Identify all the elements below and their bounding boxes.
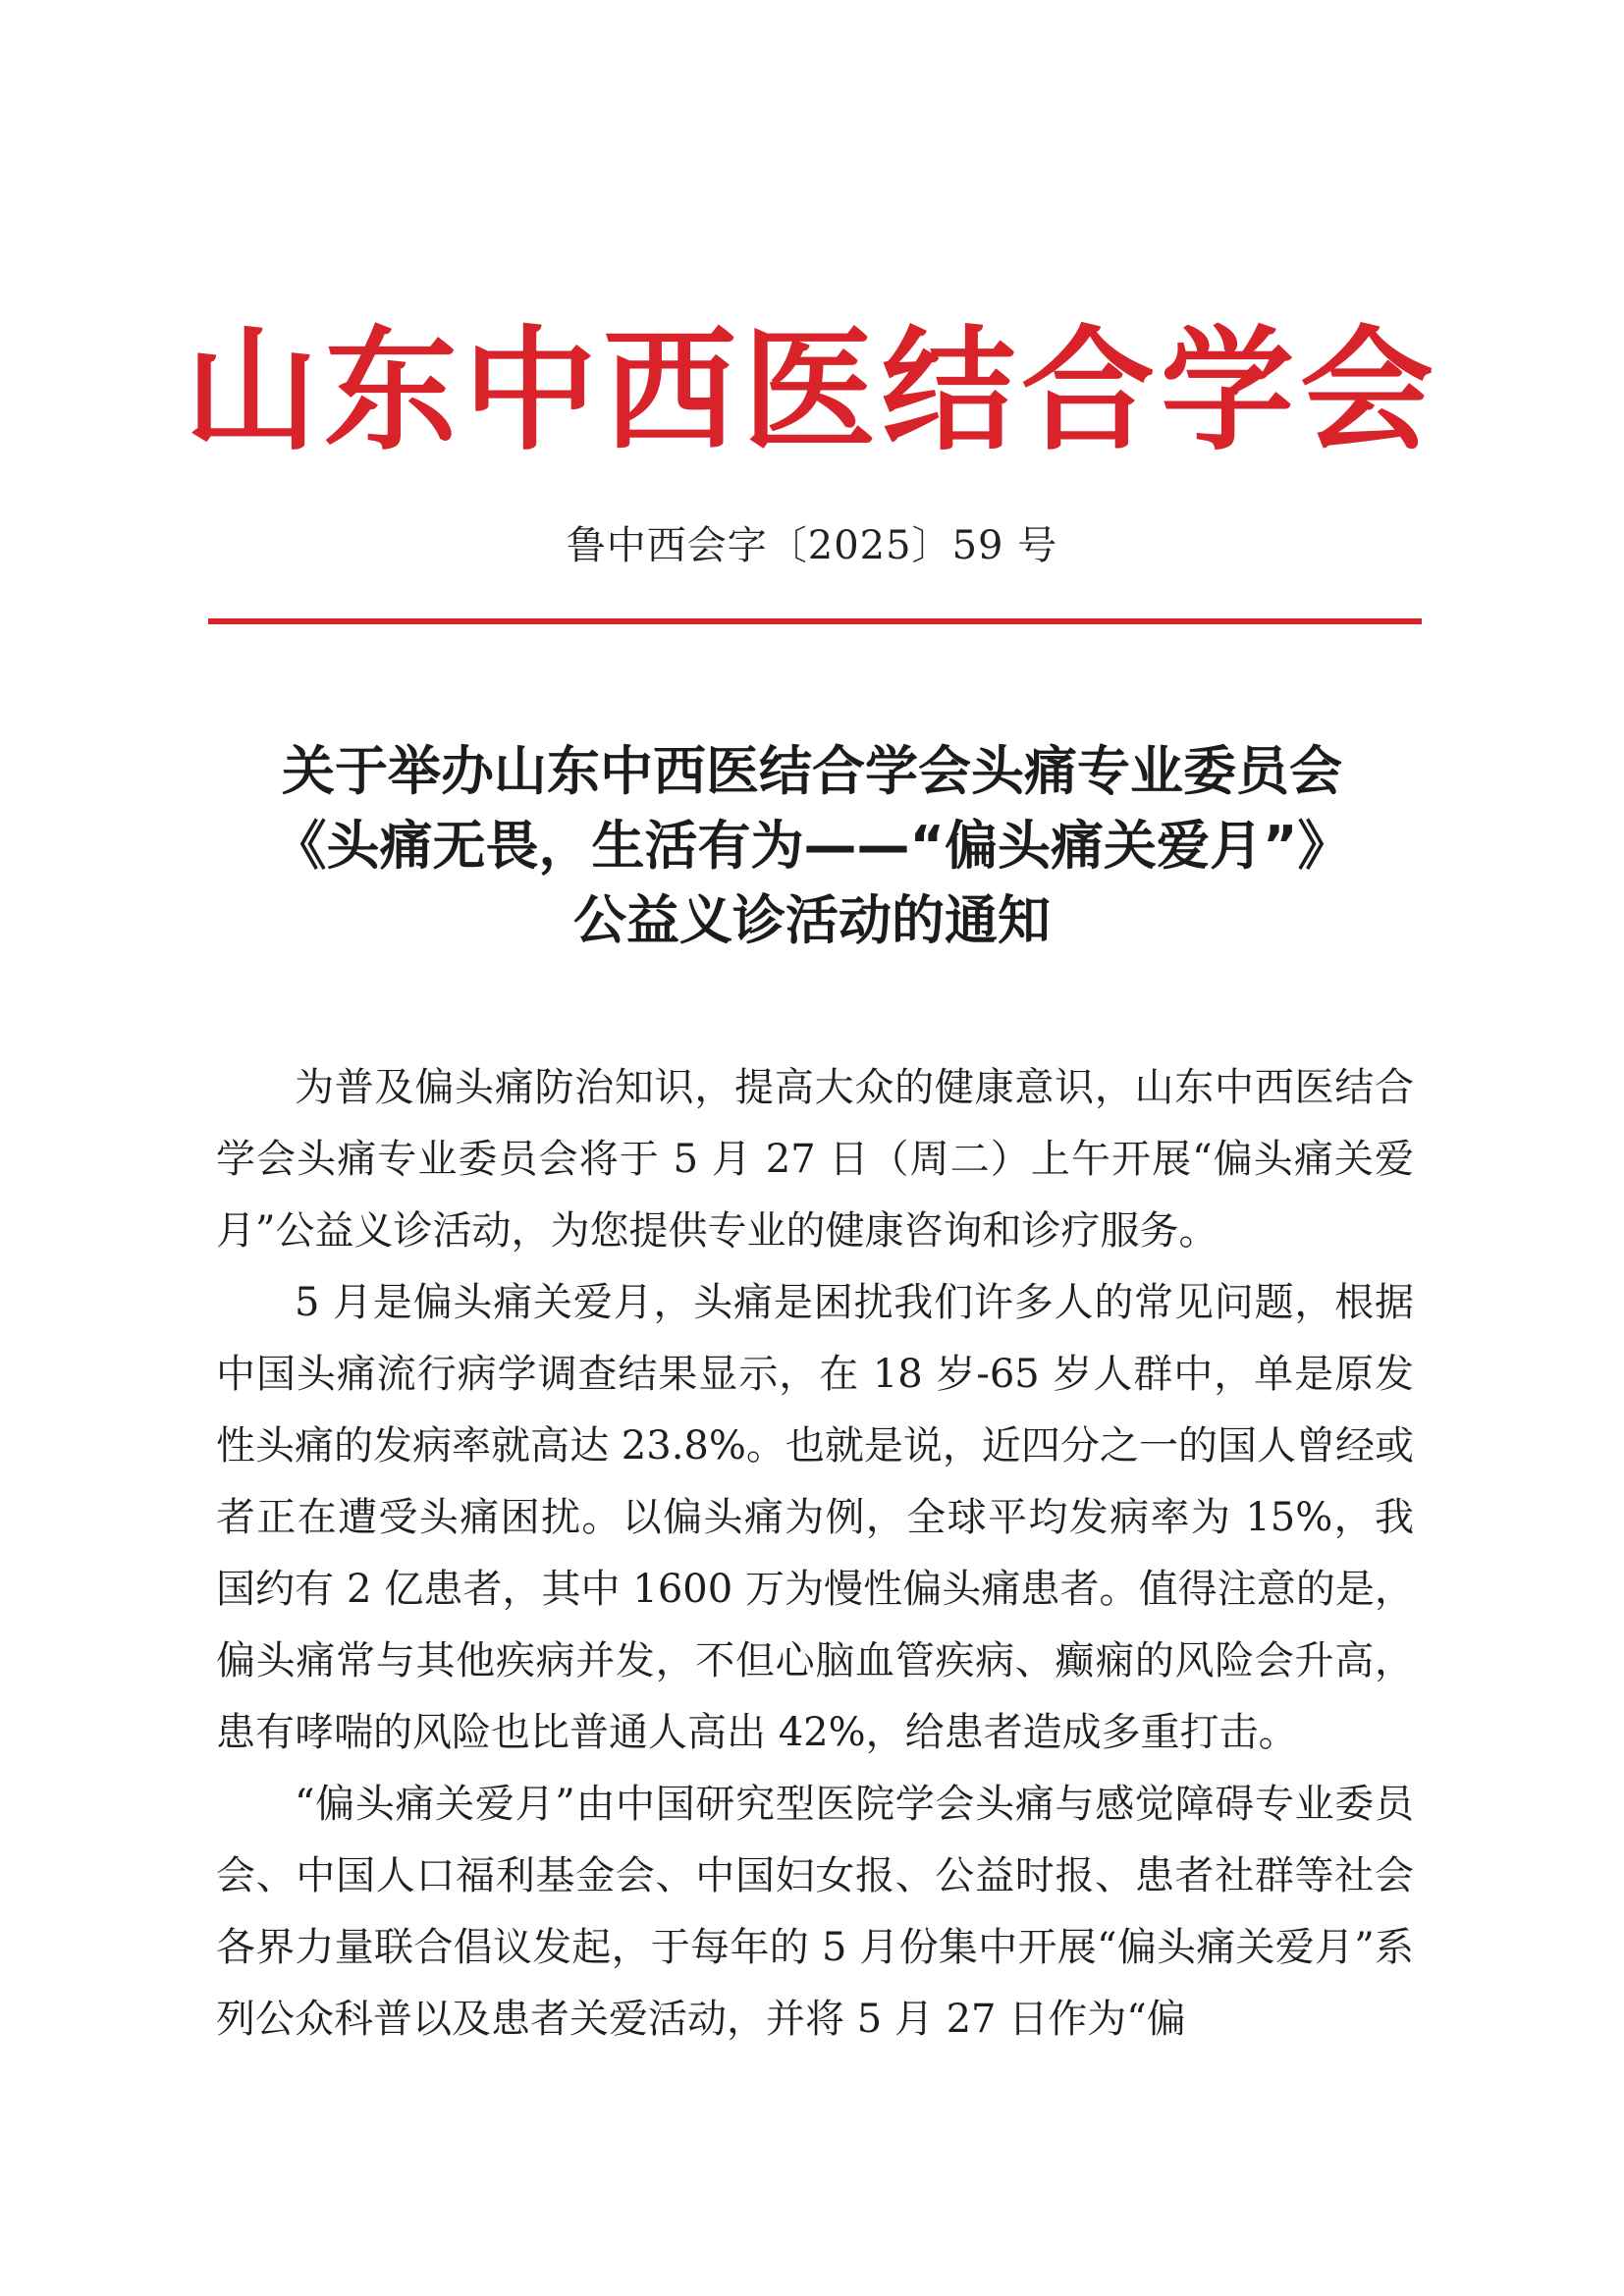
red-separator-line	[208, 618, 1422, 624]
body-paragraph-1: 为普及偏头痛防治知识，提高大众的健康意识，山东中西医结合学会头痛专业委员会将于 5 月 27 日（周二）上午开展“偏头痛关爱月”公益义诊活动，为您提供专业的健康咨询和诊疗服务。	[216, 1065, 1414, 1254]
body-paragraph-3: “偏头痛关爱月”由中国研究型医院学会头痛与感觉障碍专业委员会、中国人口福利基金会、中国妇女报、公益时报、患者社群等社会各界力量联合倡议发起，于每年的 5 月份集中开展“偏头痛关爱月”系列公众科普以及患者关爱活动，并将 5 月 27 日作为“偏	[216, 1782, 1414, 2042]
title-line-2: 《头痛无畏，生活有为——“偏头痛关爱月”》	[273, 815, 1351, 877]
body-paragraph-2: 5 月是偏头痛关爱月，头痛是困扰我们许多人的常见问题，根据中国头痛流行病学调查结果显示，在 18 岁-65 岁人群中，单是原发性头痛的发病率就高达 23.8%。也就是说，近四分之一的国人曾经或者正在遭受头痛困扰。以偏头痛为例，全球平均发病率为 15%，我国约有 2 亿患者，其中 1600 万为慢性偏头痛患者。值得注意的是，偏头痛常与其他疾病并发，不但心脑血管疾病、癫痫的风险会升高，患有哮喘的风险也比普通人高出 42%，给患者造成多重打击。	[216, 1280, 1414, 1755]
title-line-1: 关于举办山东中西医结合学会头痛专业委员会	[282, 740, 1342, 802]
title-line-3: 公益义诊活动的通知	[573, 889, 1051, 951]
document-number: 鲁中西会字〔2025〕59 号	[566, 523, 1058, 568]
issuing-organization-header: 山东中西医结合学会	[185, 312, 1439, 469]
notice-body	[216, 1052, 1414, 2056]
notice-title	[147, 734, 1477, 958]
